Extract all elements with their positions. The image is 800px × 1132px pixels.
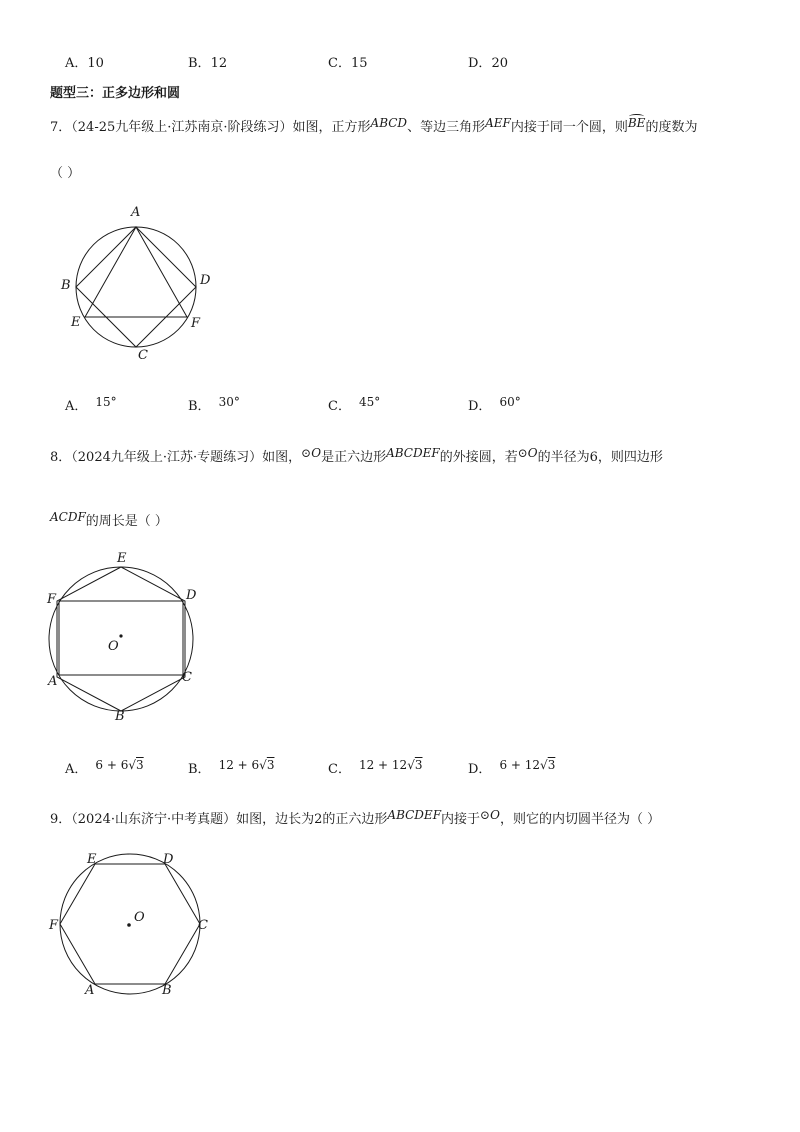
q7-option-b[interactable]: B． 30° [188, 395, 240, 414]
q8-label-b: B [115, 709, 125, 724]
q7-square [76, 227, 196, 347]
q8-label-e: E [117, 551, 127, 566]
q9-label-d: D [163, 852, 174, 867]
prev-option-d: D．20 [468, 56, 508, 71]
q8-label-f: F [47, 592, 57, 607]
q8-option-d[interactable]: D． 6 + 12√3 [468, 758, 556, 777]
question-9-text: 9．（2024·山东济宁·中考真题）如图，边长为2的正六边形ABCDEF内接于⊙O，则它的内切圆半径为（ ） [50, 808, 661, 827]
q9-label-e: E [87, 852, 97, 867]
q7-circle [76, 227, 196, 347]
prev-option-a: A．10 [65, 56, 104, 71]
q8-center-dot [119, 634, 122, 637]
q8-label-d: D [186, 588, 197, 603]
q7-label-c: C [138, 348, 148, 363]
q7-label-e: E [71, 315, 81, 330]
q9-label-a: A [85, 983, 95, 998]
q7-label-b: B [61, 278, 71, 293]
q9-label-c: C [198, 918, 208, 933]
q9-label-b: B [162, 983, 172, 998]
q8-label-c: C [182, 670, 192, 685]
figure-q8 [40, 545, 210, 725]
q7-label-d: D [200, 273, 211, 288]
prev-option-b: B．12 [188, 56, 228, 71]
q7-option-a[interactable]: A． 15° [65, 395, 117, 414]
q8-hexagon [57, 567, 185, 711]
q9-label-o: O [134, 910, 145, 925]
q7-option-c[interactable]: C． 45° [328, 395, 381, 414]
q7-label-a: A [131, 205, 141, 220]
arc-be: BE [627, 116, 646, 130]
q8-option-a[interactable]: A． 6 + 6√3 [65, 758, 144, 777]
q8-label-o: O [108, 639, 119, 654]
question-8-text: 8．（2024九年级上·江苏·专题练习）如图，⊙O是正六边形ABCDEF的外接圆，若⊙O的半径为6，则四边形 [50, 446, 663, 465]
q7-option-d[interactable]: D． 60° [468, 395, 521, 414]
question-7-text: 7．（24-25九年级上·江苏南京·阶段练习）如图，正方形ABCD、等边三角形AEF内接于同一个圆，则BE的度数为 [50, 116, 698, 135]
q8-option-b[interactable]: B． 12 + 6√3 [188, 758, 275, 777]
question-7-paren: （ ） [50, 166, 81, 181]
question-8-text-line2: ACDF的周长是（ ） [50, 510, 168, 529]
q7-label-f: F [191, 316, 201, 331]
q8-option-c[interactable]: C． 12 + 12√3 [328, 758, 423, 777]
q9-label-f: F [49, 918, 59, 933]
q8-label-a: A [48, 674, 58, 689]
q9-center-dot [127, 923, 131, 927]
figure-q9 [45, 848, 220, 1003]
q7-triangle [85, 227, 187, 317]
prev-option-c: C．15 [328, 56, 368, 71]
section-heading: 题型三：正多边形和圆 [50, 86, 181, 101]
figure-q7 [55, 200, 225, 365]
q8-circle [49, 567, 193, 711]
